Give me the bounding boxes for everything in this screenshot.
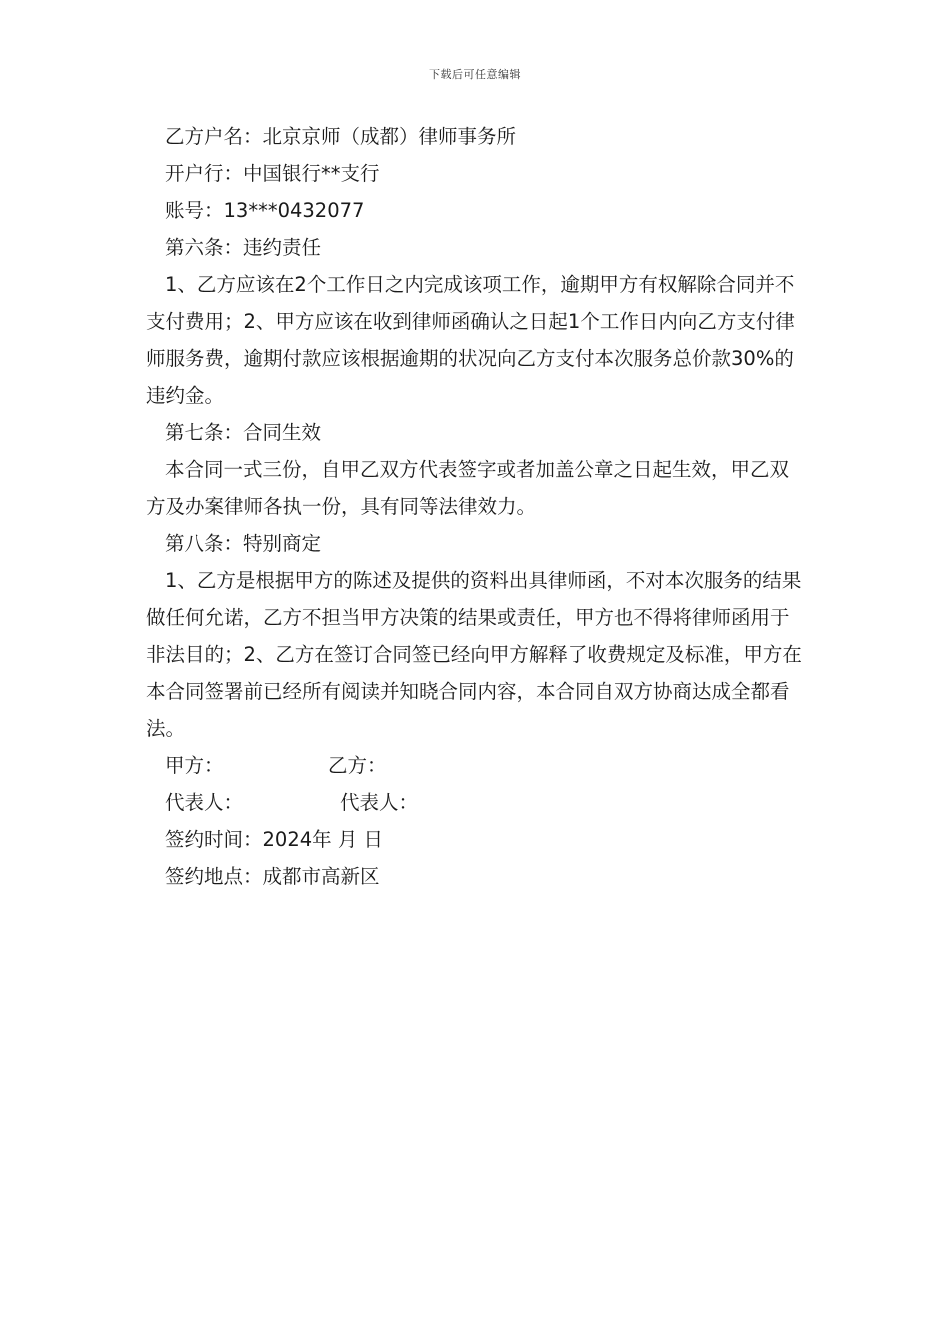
account-number-line: 账号：13***0432077 xyxy=(165,199,365,222)
article-6-body: 1、乙方应该在2个工作日之内完成该项工作，逾期甲方有权解除合同并不支付费用；2、甲方应该在收到律师函确认之日起1个工作日内向乙方支付律师服务费，逾期付款应该根据逾期的状况向乙方支付本次服务总价款30%的违约金。 xyxy=(146,273,795,407)
article-8-body: 1、乙方是根据甲方的陈述及提供的资料出具律师函，不对本次服务的结果做任何允诺，乙方不担当甲方决策的结果或责任，甲方也不得将律师函用于非法目的；2、乙方在签订合同签已经向甲方解释了收费规定及标准，甲方在本合同签署前已经所有阅读并知晓合同内容，本合同自双方协商达成全都看法。 xyxy=(146,569,802,740)
article-6-title: 第六条：违约责任 xyxy=(165,236,322,259)
party-signature-row xyxy=(146,747,806,784)
signing-place-line: 签约地点：成都市高新区 xyxy=(165,865,380,888)
page-header-note: 下载后可任意编辑 xyxy=(429,68,521,81)
account-name-line: 乙方户名：北京京师（成都）律师事务所 xyxy=(165,125,517,148)
article-7-body: 本合同一式三份，自甲乙双方代表签字或者加盖公章之日起生效，甲乙双方及办案律师各执一份，具有同等法律效力。 xyxy=(146,458,790,518)
representative-a-label: 代表人： xyxy=(165,791,244,814)
document-body xyxy=(146,118,806,895)
bank-line: 开户行：中国银行**支行 xyxy=(165,162,380,185)
representative-b-label: 代表人： xyxy=(340,791,419,814)
party-b-label: 乙方： xyxy=(328,754,387,777)
representative-signature-row xyxy=(146,784,806,821)
article-8-title: 第八条：特别商定 xyxy=(165,532,322,555)
party-a-label: 甲方： xyxy=(165,754,224,777)
signing-date-line: 签约时间：2024年 月 日 xyxy=(165,828,384,851)
article-7-title: 第七条：合同生效 xyxy=(165,421,322,444)
